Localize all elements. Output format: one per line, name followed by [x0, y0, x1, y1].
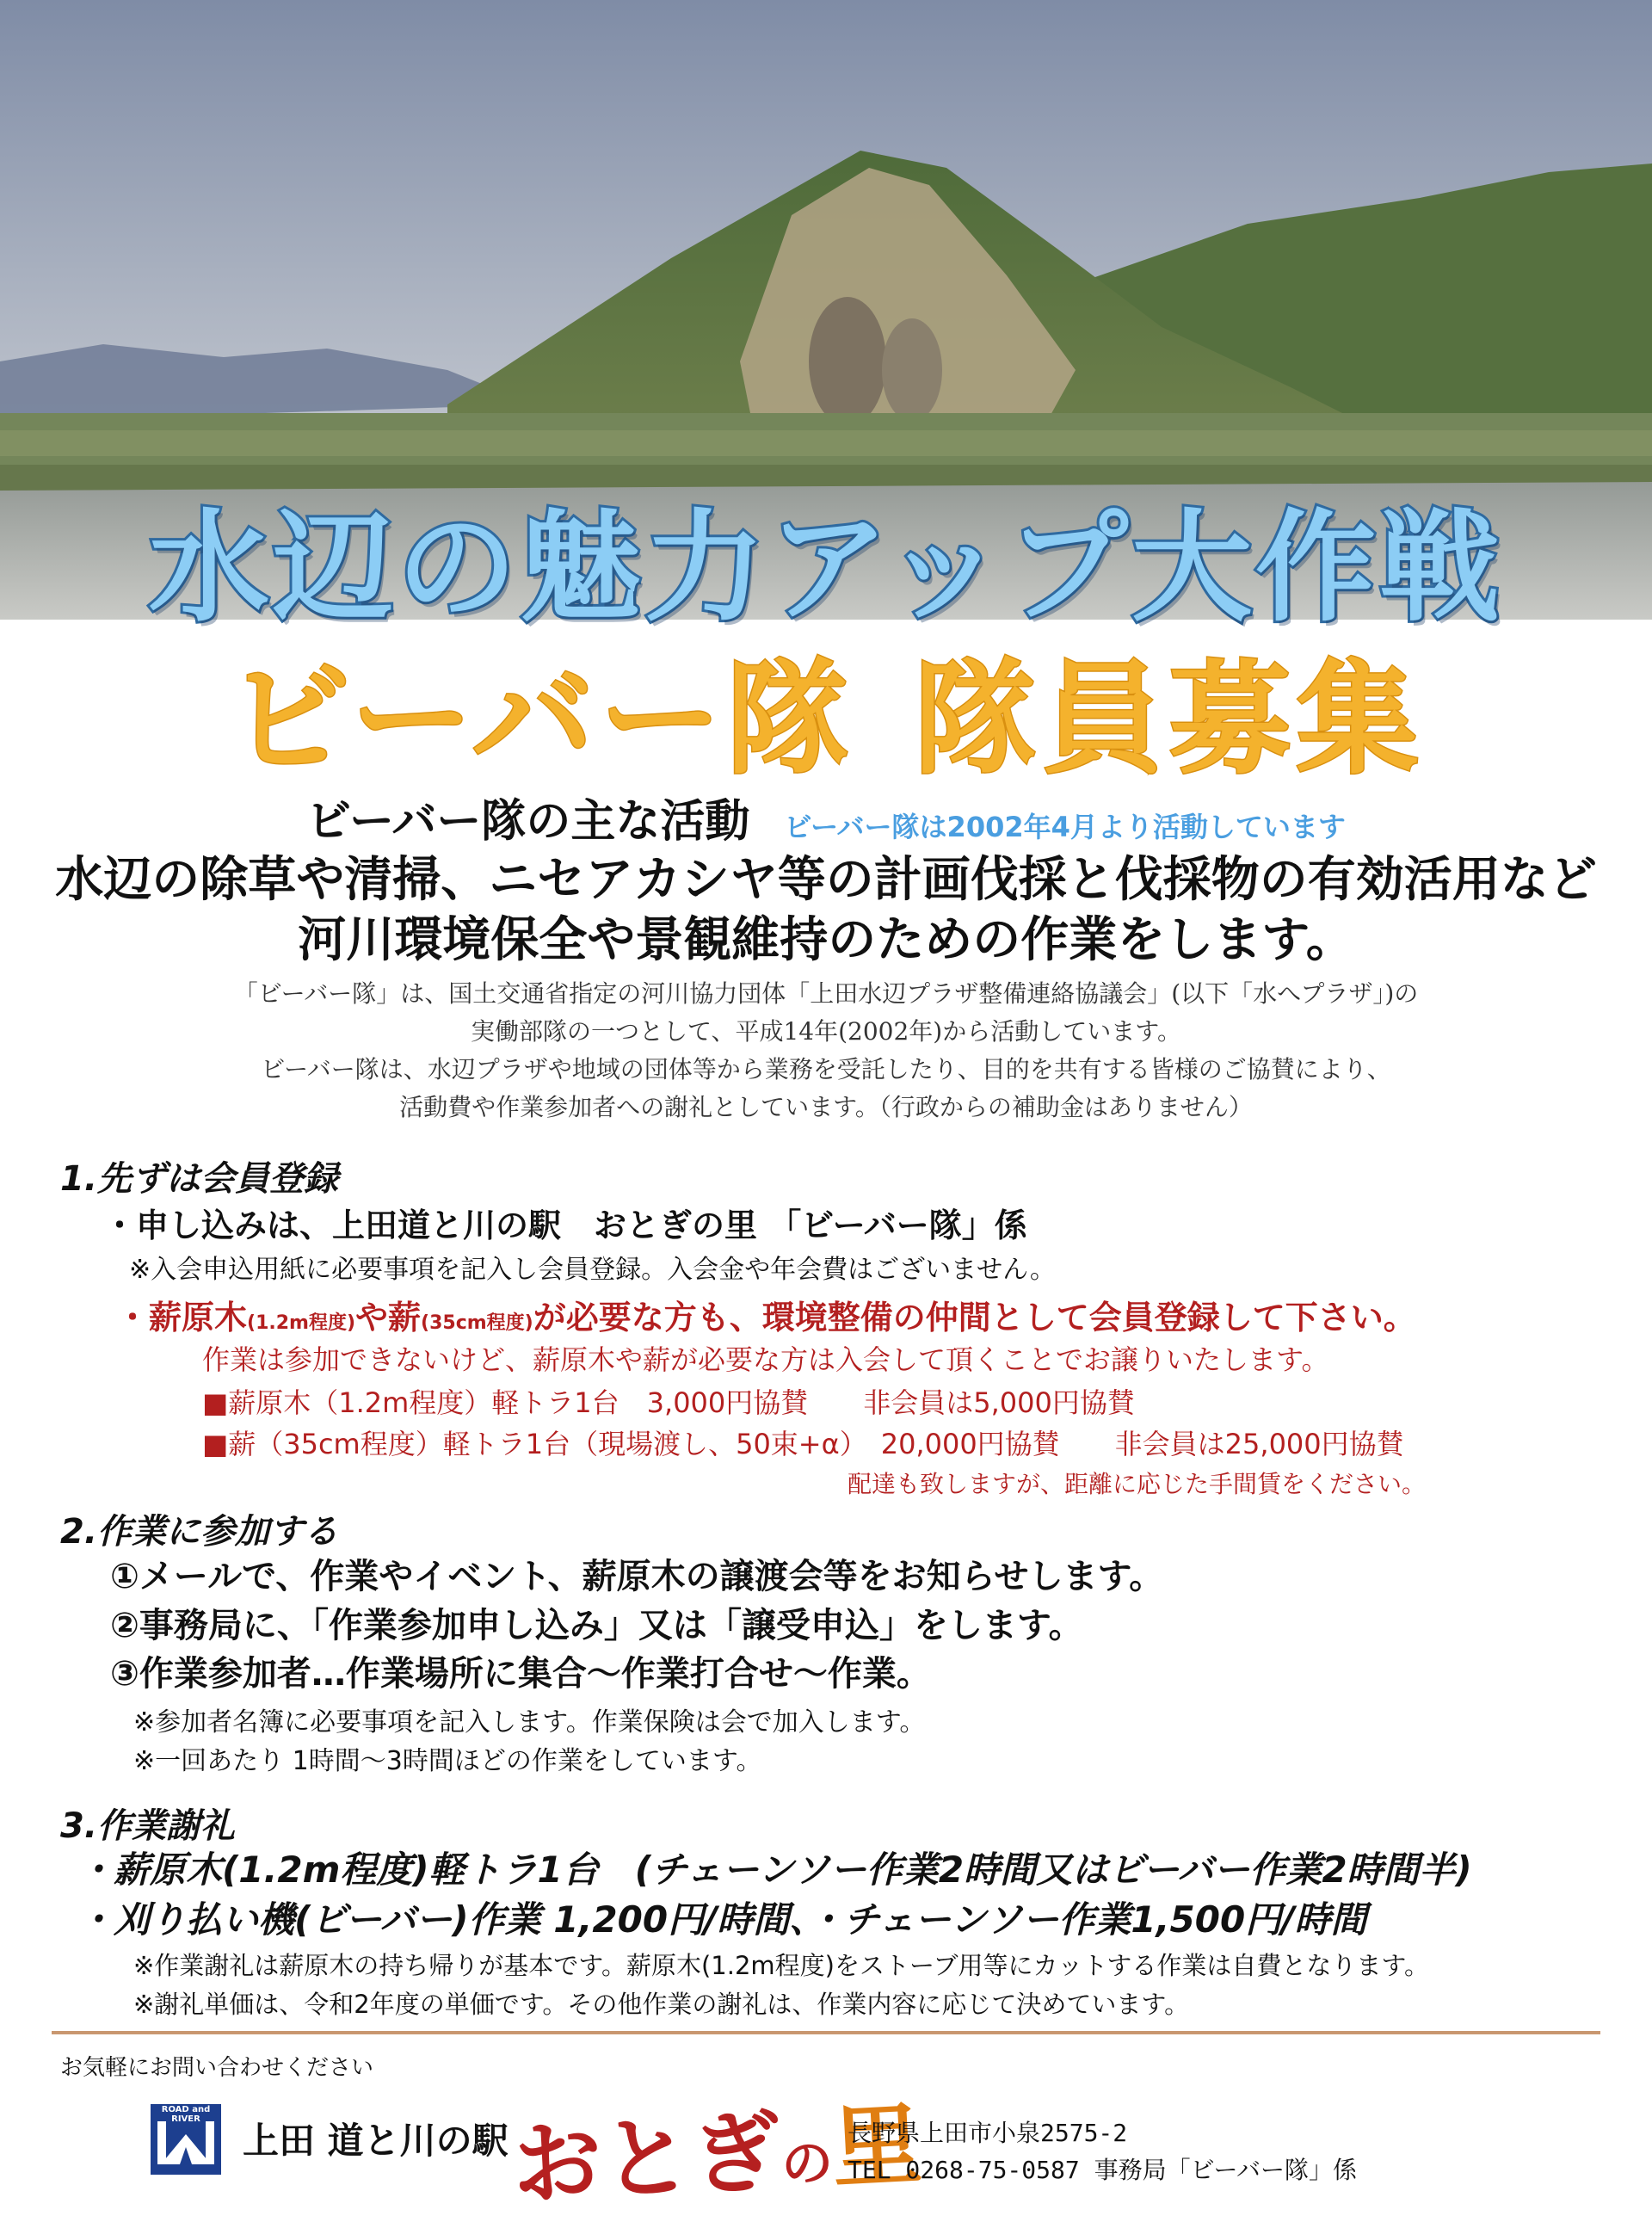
title-recruit-a: ビーバー隊	[228, 649, 854, 791]
price-line-1	[202, 1381, 1135, 1421]
section2-note1: ※参加者名簿に必要事項を記入します。作業保険は会で加入します。	[133, 1707, 926, 1737]
intro-line: 活動費や作業参加者への謝礼としています。（行政からの補助金はありません）	[399, 1093, 1253, 1121]
section1-apply: ・申し込みは、上田道と川の駅 おとぎの里 「ビーバー隊」係	[103, 1207, 1027, 1244]
logo-text-c: 里	[829, 2090, 925, 2201]
section3-item1: ・薪原木(1.2m程度)軽トラ1台 (チェーンソー作業2時間又はビーバー作業2時間半)	[77, 1849, 1472, 1891]
section3-item2: ・刈り払い機(ビーバー)作業 1,200円/時間、・チェーンソー作業1,500円/時間	[77, 1898, 1367, 1941]
station-name: 上田 道と川の駅	[243, 2120, 509, 2162]
intro-line: 実働部隊の一つとして、平成14年(2002年)から活動しています。	[471, 1017, 1181, 1046]
section3-note1: ※作業謝礼は薪原木の持ち帰りが基本です。薪原木(1.2m程度)をストーブ用等にカットする作業は自費となります。	[133, 1951, 1430, 1980]
title-main: 水辺の魅力アップ大作戦	[148, 498, 1504, 639]
price-line-2	[202, 1423, 1404, 1462]
activity-lead-2: 河川環境保全や景観維持のための作業をします。	[298, 912, 1354, 968]
section2-step1: ①メールで、作業やイベント、薪原木の譲渡会等をお知らせします。	[110, 1557, 1164, 1596]
intro-paragraph	[0, 975, 1652, 1126]
delivery-note: 配達も致しますが、距離に応じた手間賃をください。	[848, 1470, 1427, 1498]
activity-since-note: ビーバー隊は2002年4月より活動しています	[784, 811, 1346, 843]
title-recruit	[0, 621, 1652, 797]
red-c: が必要な方も、環境整備の仲間として会員登録して下さい。	[533, 1299, 1416, 1336]
footer-tel: TEL 0268-75-0587 事務局「ビーバー隊」係	[848, 2156, 1358, 2184]
logo-text-a: おとぎ	[509, 2098, 784, 2219]
footer-address: 長野県上田市小泉2575-2	[848, 2119, 1128, 2147]
section1-red2: 作業は参加できないけど、薪原木や薪が必要な方は入会して頂くことでお譲りいたします。	[202, 1343, 1329, 1376]
footer-contact-text: お気軽にお問い合わせください	[60, 2055, 374, 2081]
bullet-square-icon: ■	[202, 1386, 229, 1419]
section1-note: ※入会申込用紙に必要事項を記入し会員登録。入会金や年会費はございません。	[129, 1255, 1056, 1285]
section2-heading: 2.作業に参加する	[60, 1512, 339, 1552]
red-a-small: (1.2m程度)	[247, 1312, 356, 1334]
section2-step3: ③作業参加者…作業場所に集合～作業打合せ～作業。	[110, 1654, 931, 1694]
activity-heading	[0, 785, 1652, 849]
section3-note2: ※謝礼単価は、令和2年度の単価です。その他作業の謝礼は、作業内容に応じて決めています。	[133, 1990, 1190, 2019]
intro-line: ビーバー隊は、水辺プラザや地域の団体等から業務を受託したり、目的を共有する皆様のご協賛により、	[261, 1055, 1391, 1083]
section3-heading: 3.作業謝礼	[60, 1806, 236, 1846]
red-b-small: (35cm程度)	[421, 1312, 533, 1334]
title-recruit-b: 隊員募集	[914, 649, 1424, 791]
activity-lead-1: 水辺の除草や清掃、ニセアカシヤ等の計画伐採と伐採物の有効活用など	[55, 852, 1597, 908]
section1-heading: 1.先ずは会員登録	[60, 1159, 339, 1199]
footer-divider	[52, 2031, 1600, 2034]
section2-step2: ②事務局に、「作業参加申し込み」又は「譲受申込」をします。	[110, 1606, 1083, 1645]
red-a: ・薪原木	[116, 1299, 248, 1336]
red-b: や薪	[355, 1299, 422, 1336]
logo-text-b: の	[780, 2133, 835, 2196]
section1-red-line	[116, 1291, 1416, 1338]
road-and-river-logo-text: ROAD and RIVER	[161, 2105, 211, 2124]
price1-text: 薪原木（1.2m程度）軽トラ1台 3,000円協賛 非会員は5,000円協賛	[228, 1386, 1135, 1419]
price2-text: 薪（35cm程度）軽トラ1台（現場渡し、50束+α） 20,000円協賛 非会員は25,000円協賛	[228, 1428, 1404, 1460]
intro-line: 「ビーバー隊」は、国土交通省指定の河川協力団体「上田水辺プラザ整備連絡協議会」(以下「水へプラザ」)の	[233, 979, 1419, 1008]
activity-heading-text: ビーバー隊の主な活動	[306, 796, 750, 848]
bullet-square-icon: ■	[202, 1428, 229, 1460]
section2-note2: ※一回あたり 1時間～3時間ほどの作業をしています。	[133, 1746, 762, 1776]
